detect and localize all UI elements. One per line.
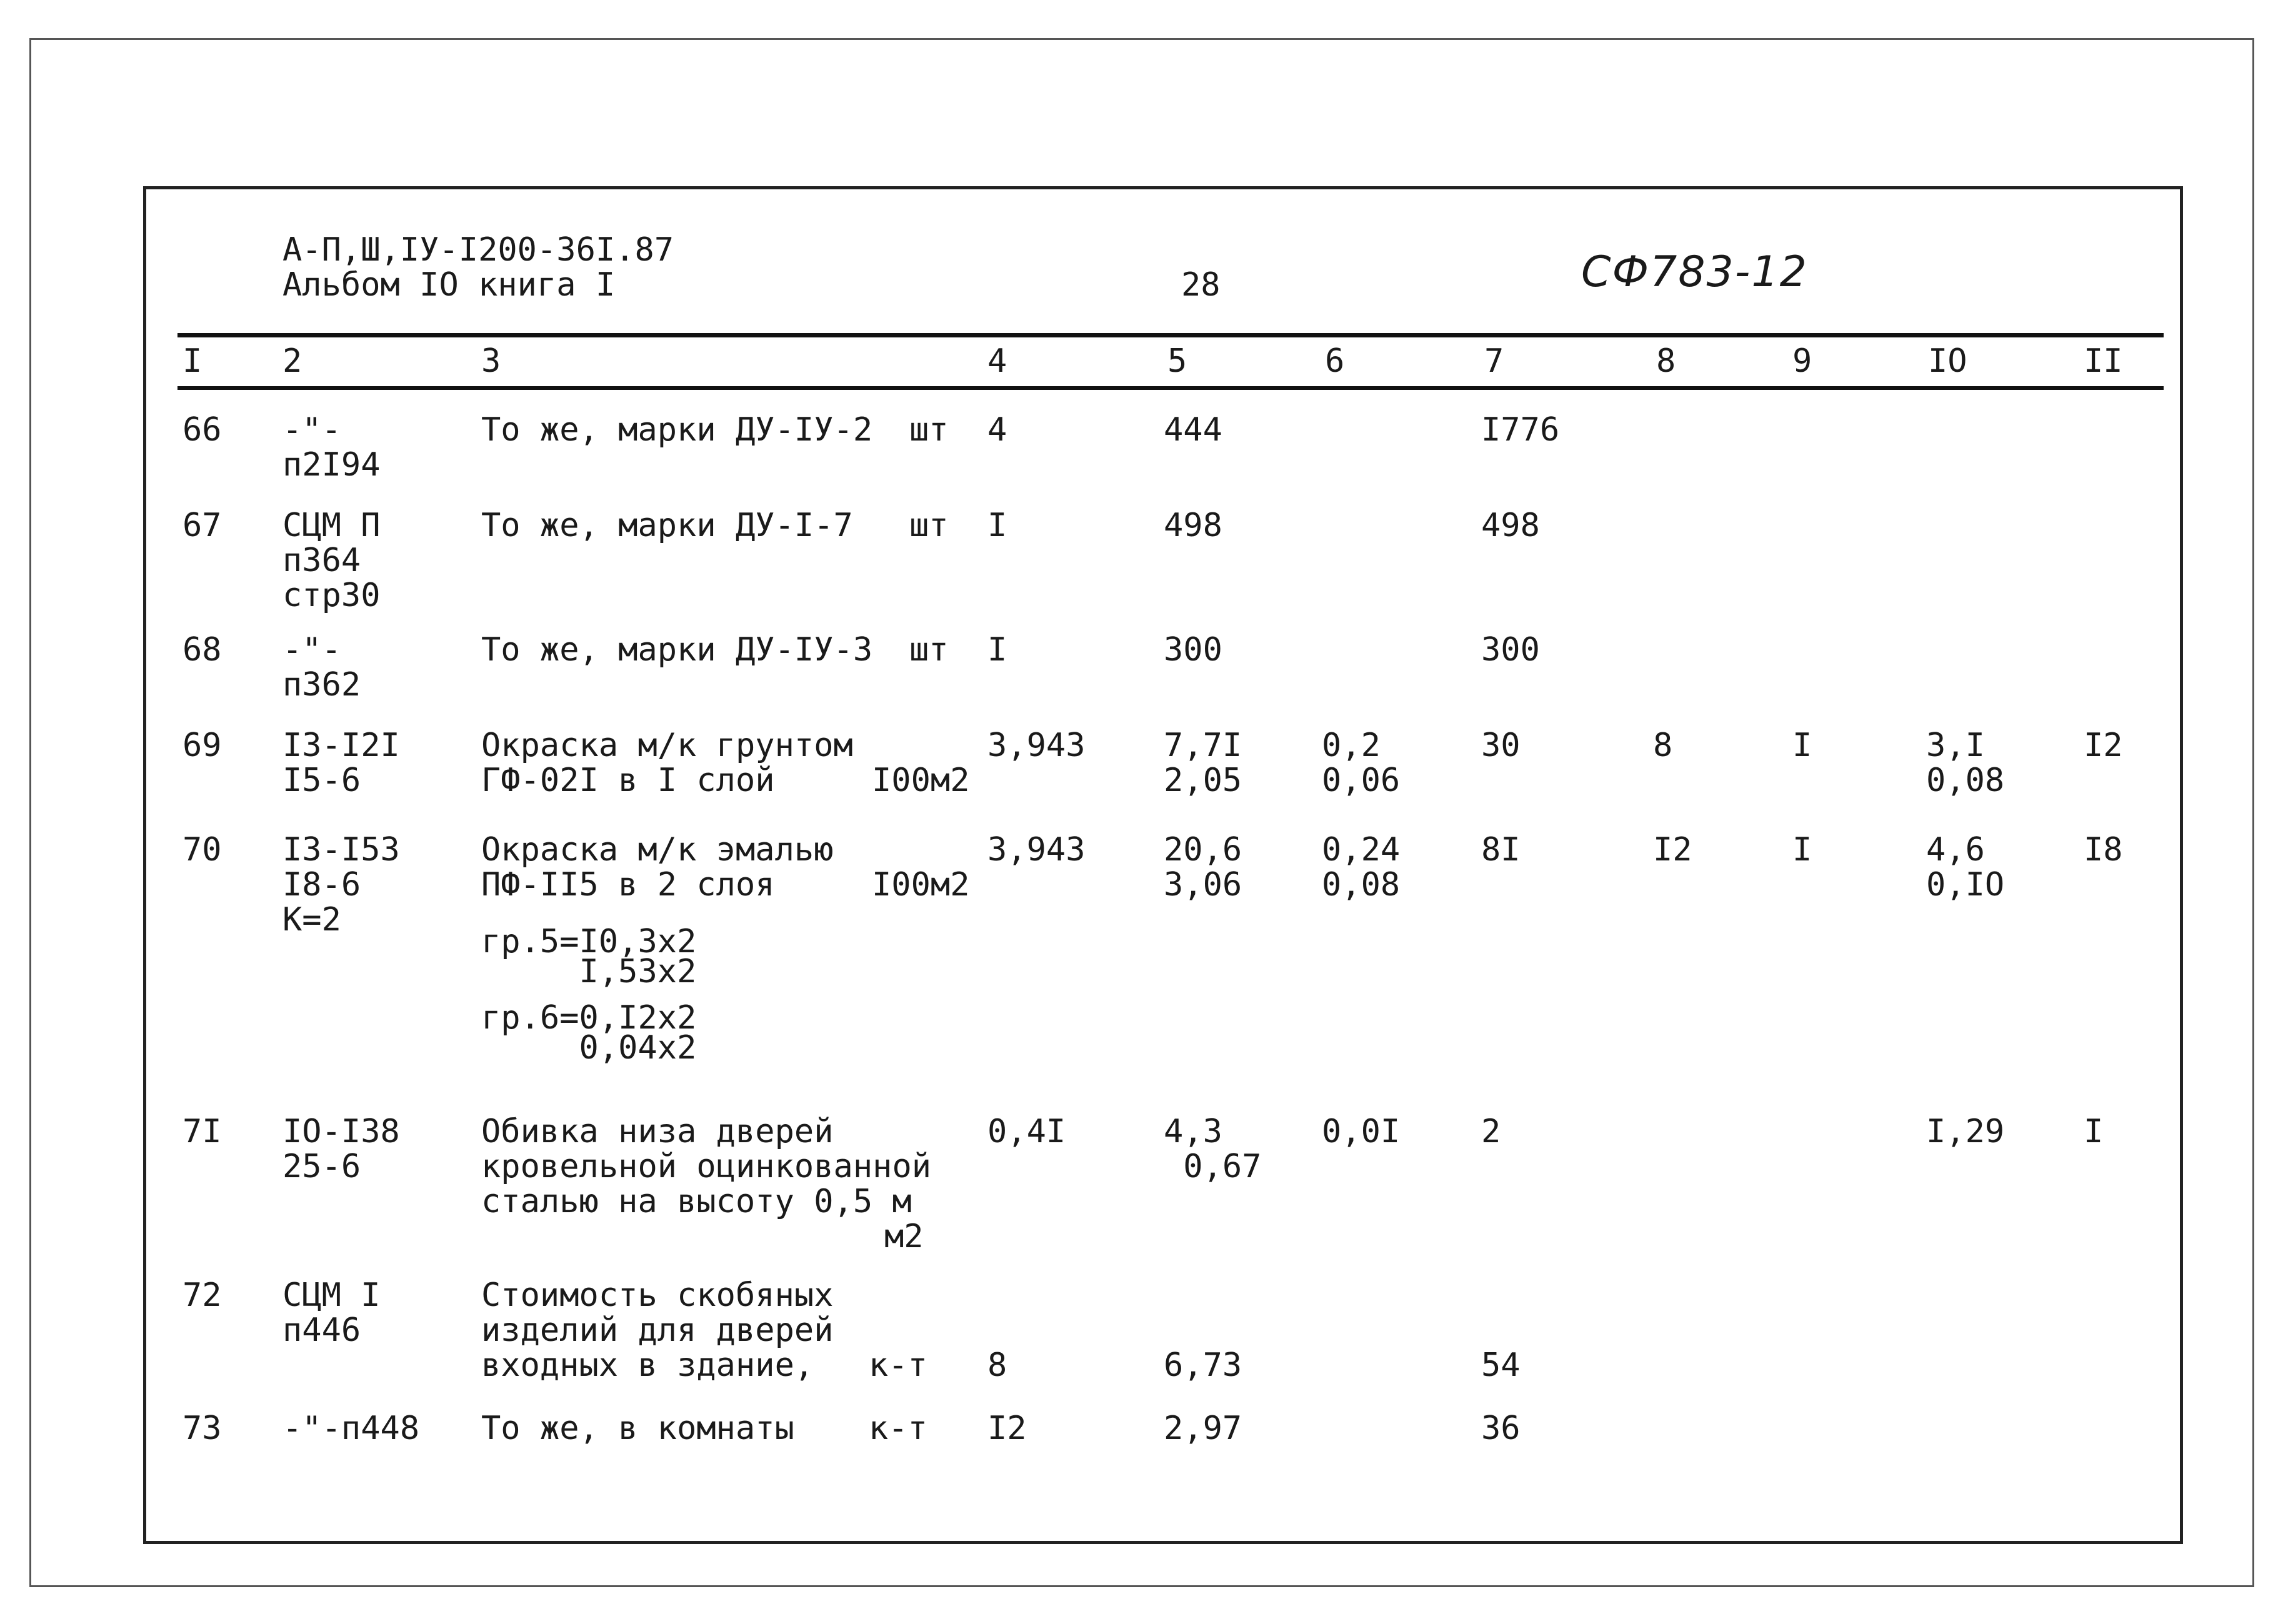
row-code: СЦМ П bbox=[282, 507, 381, 544]
row-value-col-4: 0,4I bbox=[987, 1113, 1066, 1150]
stamp: СФ783-12 bbox=[1581, 247, 1808, 297]
row-unit: к-т bbox=[869, 1410, 927, 1447]
row-code: -"-п448 bbox=[282, 1410, 420, 1447]
row-code: -"- bbox=[282, 631, 341, 669]
row-value-col-4: 4 bbox=[987, 411, 1007, 449]
row-number: 67 bbox=[182, 507, 222, 544]
row-value-col-4: I bbox=[987, 631, 1007, 669]
row-description: изделий для дверей bbox=[481, 1312, 834, 1349]
row-value-col-7: 300 bbox=[1481, 631, 1540, 669]
row-code: п362 bbox=[282, 666, 361, 704]
row-code: 25-6 bbox=[282, 1148, 361, 1185]
row-description: Окраска м/к эмалью bbox=[481, 831, 834, 869]
row-value-col-5: 6,73 bbox=[1164, 1347, 1242, 1384]
row-code: п446 bbox=[282, 1312, 361, 1349]
row-value-col-5: 498 bbox=[1164, 507, 1222, 544]
column-header-2: 2 bbox=[282, 342, 302, 380]
row-description: ПФ-II5 в 2 слоя bbox=[481, 866, 775, 904]
column-header-3: 3 bbox=[481, 342, 501, 380]
row-unit: м2 bbox=[884, 1218, 924, 1255]
row-code: СЦМ I bbox=[282, 1277, 381, 1314]
row-number: 73 bbox=[182, 1410, 222, 1447]
row-unit: шт bbox=[909, 411, 949, 449]
row-value-col-10: 0,08 bbox=[1926, 762, 2005, 799]
column-header-10: IO bbox=[1928, 342, 1967, 380]
row-code: -"- bbox=[282, 411, 341, 449]
row-value-col-5: 3,06 bbox=[1164, 866, 1242, 904]
row-value-col-7: 498 bbox=[1481, 507, 1540, 544]
row-value-col-5: 7,7I bbox=[1164, 727, 1242, 764]
row-description: Стоимость скобяных bbox=[481, 1277, 834, 1314]
row-value-col-7: 8I bbox=[1481, 831, 1521, 869]
row-description: То же, марки ДУ-IУ-3 bbox=[481, 631, 873, 669]
row-value-col-10: 0,IO bbox=[1926, 866, 2005, 904]
row-value-col-4: I2 bbox=[987, 1410, 1027, 1447]
column-header-5: 5 bbox=[1167, 342, 1187, 380]
row-description: входных в здание, bbox=[481, 1347, 814, 1384]
row-code: I3-I53 bbox=[282, 831, 400, 869]
row-value-col-5: 0,67 bbox=[1164, 1148, 1262, 1185]
row-formula-note: гр.6=0,I2х2 bbox=[481, 999, 697, 1037]
row-value-col-10: 3,I bbox=[1926, 727, 1985, 764]
row-description: То же, в комнаты bbox=[481, 1410, 794, 1447]
row-value-col-11: I bbox=[2084, 1113, 2104, 1150]
column-header-4: 4 bbox=[987, 342, 1007, 380]
row-unit: к-т bbox=[869, 1347, 927, 1384]
column-header-7: 7 bbox=[1484, 342, 1504, 380]
row-value-col-7: 30 bbox=[1481, 727, 1521, 764]
row-unit: шт bbox=[909, 631, 949, 669]
row-code: п364 bbox=[282, 542, 361, 579]
row-code: I8-6 bbox=[282, 866, 361, 904]
row-description: сталью на высоту 0,5 м bbox=[481, 1183, 912, 1220]
row-description: кровельной оцинкованной bbox=[481, 1148, 932, 1185]
row-value-col-4: 8 bbox=[987, 1347, 1007, 1384]
album-title: Альбом IO книга I bbox=[282, 266, 616, 304]
row-unit: I00м2 bbox=[872, 866, 970, 904]
row-description: То же, марки ДУ-I-7 bbox=[481, 507, 853, 544]
column-header-1: I bbox=[182, 342, 202, 380]
row-number: 66 bbox=[182, 411, 222, 449]
row-value-col-11: I8 bbox=[2084, 831, 2123, 869]
page-number: 28 bbox=[1181, 266, 1221, 304]
row-value-col-5: 444 bbox=[1164, 411, 1222, 449]
row-value-col-6: 0,0I bbox=[1322, 1113, 1401, 1150]
column-header-8: 8 bbox=[1656, 342, 1676, 380]
row-code: п2I94 bbox=[282, 446, 381, 484]
row-unit: I00м2 bbox=[872, 762, 970, 799]
row-value-col-4: I bbox=[987, 507, 1007, 544]
row-formula-note: I,53х2 bbox=[481, 953, 697, 990]
row-description: Обивка низа дверей bbox=[481, 1113, 834, 1150]
header-bottom-rule bbox=[177, 386, 2164, 390]
row-description: Окраска м/к грунтом bbox=[481, 727, 853, 764]
row-code: IO-I38 bbox=[282, 1113, 400, 1150]
row-value-col-8: 8 bbox=[1653, 727, 1673, 764]
row-number: 7I bbox=[182, 1113, 222, 1150]
row-formula-note: гр.5=I0,3х2 bbox=[481, 923, 697, 960]
row-code: К=2 bbox=[282, 901, 341, 939]
row-value-col-5: 20,6 bbox=[1164, 831, 1242, 869]
row-unit: шт bbox=[909, 507, 949, 544]
row-value-col-7: I776 bbox=[1481, 411, 1560, 449]
row-number: 70 bbox=[182, 831, 222, 869]
row-value-col-11: I2 bbox=[2084, 727, 2123, 764]
row-value-col-7: 2 bbox=[1481, 1113, 1501, 1150]
row-value-col-9: I bbox=[1792, 727, 1812, 764]
row-description: То же, марки ДУ-IУ-2 bbox=[481, 411, 873, 449]
row-code: I3-I2I bbox=[282, 727, 400, 764]
row-value-col-7: 36 bbox=[1481, 1410, 1521, 1447]
doc-code: А-П,Ш,IУ-I200-36I.87 bbox=[282, 231, 674, 269]
row-value-col-6: 0,06 bbox=[1322, 762, 1401, 799]
row-formula-note: 0,04х2 bbox=[481, 1029, 697, 1067]
row-value-col-4: 3,943 bbox=[987, 831, 1086, 869]
row-value-col-10: 4,6 bbox=[1926, 831, 1985, 869]
row-value-col-5: 2,97 bbox=[1164, 1410, 1242, 1447]
row-value-col-10: I,29 bbox=[1926, 1113, 2005, 1150]
row-value-col-4: 3,943 bbox=[987, 727, 1086, 764]
row-value-col-7: 54 bbox=[1481, 1347, 1521, 1384]
row-value-col-5: 4,3 bbox=[1164, 1113, 1222, 1150]
column-header-11: II bbox=[2084, 342, 2123, 380]
row-number: 68 bbox=[182, 631, 222, 669]
row-value-col-5: 300 bbox=[1164, 631, 1222, 669]
row-value-col-5: 2,05 bbox=[1164, 762, 1242, 799]
row-value-col-6: 0,08 bbox=[1322, 866, 1401, 904]
row-number: 69 bbox=[182, 727, 222, 764]
row-value-col-8: I2 bbox=[1653, 831, 1692, 869]
column-header-6: 6 bbox=[1325, 342, 1345, 380]
row-code: I5-6 bbox=[282, 762, 361, 799]
row-description: ГФ-02I в I слой bbox=[481, 762, 775, 799]
column-header-9: 9 bbox=[1792, 342, 1812, 380]
header-top-rule bbox=[177, 333, 2164, 337]
row-code: стр30 bbox=[282, 577, 381, 614]
row-value-col-9: I bbox=[1792, 831, 1812, 869]
row-number: 72 bbox=[182, 1277, 222, 1314]
row-value-col-6: 0,24 bbox=[1322, 831, 1401, 869]
row-value-col-6: 0,2 bbox=[1322, 727, 1381, 764]
